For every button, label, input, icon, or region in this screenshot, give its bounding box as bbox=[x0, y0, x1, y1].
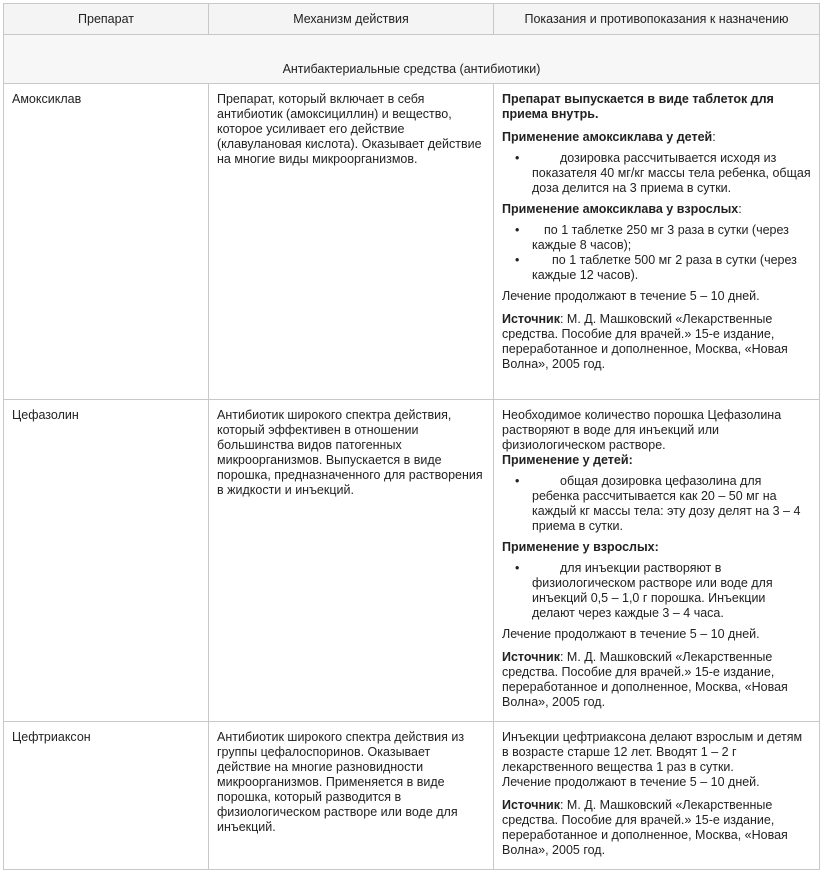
drug-name: Амоксиклав bbox=[4, 84, 209, 400]
adults-heading: Применение у взрослых: bbox=[502, 540, 659, 554]
table-header-row bbox=[4, 4, 820, 35]
drugs-table bbox=[3, 3, 820, 870]
drug-indications bbox=[494, 84, 820, 400]
children-list bbox=[502, 474, 811, 534]
source-text: Источник: М. Д. Машковский «Лекарственные средства. Пособие для врачей.» 15-е издание, переработанное и дополненное, Москва, «Новая Волна», 2005 год. bbox=[502, 798, 788, 857]
drug-name: Цефтриаксон bbox=[4, 722, 209, 870]
header-mechanism: Механизм действия bbox=[209, 4, 494, 35]
section-row bbox=[4, 35, 820, 84]
intro-text: Инъекции цефтриаксона делают взрослым и детям в возрасте старше 12 лет. Вводят 1 – 2 г лекарственного вещества 1 раз в сутки. bbox=[502, 730, 803, 774]
list-item: • дозировка рассчитывается исходя из показателя 40 мг/кг массы тела ребенка, общая доза делится на 3 приема в сутки. bbox=[532, 151, 811, 196]
list-item: • по 1 таблетке 500 мг 2 раза в сутки (через каждые 12 часов). bbox=[532, 253, 811, 283]
intro-text: Препарат выпускается в виде таблеток для приема внутрь. bbox=[502, 92, 774, 121]
list-item: • для инъекции растворяют в физиологическом растворе или воде для инъекций 0,5 – 1,0 г порошка. Инъекции делают через каждые 3 – 4 часа. bbox=[532, 561, 811, 621]
children-heading: Применение амоксиклава у детей: bbox=[502, 130, 716, 144]
source-text: Источник: М. Д. Машковский «Лекарственные средства. Пособие для врачей.» 15-е издание, переработанное и дополненное, Москва, «Новая Волна», 2005 год. bbox=[502, 312, 788, 371]
table-row bbox=[4, 400, 820, 722]
drug-mechanism: Препарат, который включает в себя антибиотик (амоксициллин) и вещество, которое усиливает его действие (клавулановая кислота). Оказывает действие на многие виды микроорганизмов. bbox=[209, 84, 494, 400]
list-item: • общая дозировка цефазолина для ребенка рассчитывается как 20 – 50 мг на каждый кг массы тела: эту дозу делят на 3 – 4 приема в сутки. bbox=[532, 474, 811, 534]
intro-text: Необходимое количество порошка Цефазолина растворяют в воде для инъекций или физиологическом растворе. bbox=[502, 408, 782, 452]
drug-name: Цефазолин bbox=[4, 400, 209, 722]
header-indications: Показания и противопоказания к назначению bbox=[494, 4, 820, 35]
drug-indications bbox=[494, 400, 820, 722]
adults-list bbox=[502, 561, 811, 621]
header-drug: Препарат bbox=[4, 4, 209, 35]
source-text: Источник: М. Д. Машковский «Лекарственные средства. Пособие для врачей.» 15-е издание, переработанное и дополненное, Москва, «Новая Волна», 2005 год. bbox=[502, 650, 788, 709]
children-heading: Применение у детей: bbox=[502, 453, 633, 467]
drug-mechanism: Антибиотик широкого спектра действия, который эффективен в отношении большинства видов патогенных микроорганизмов. Выпускается в виде порошка, предназначенного для растворения в жидкости и инъекций. bbox=[209, 400, 494, 722]
duration-text: Лечение продолжают в течение 5 – 10 дней. bbox=[502, 775, 760, 789]
adults-heading: Применение амоксиклава у взрослых: bbox=[502, 202, 742, 216]
table-row bbox=[4, 722, 820, 870]
duration-text: Лечение продолжают в течение 5 – 10 дней. bbox=[502, 627, 760, 641]
duration-text: Лечение продолжают в течение 5 – 10 дней. bbox=[502, 289, 760, 303]
children-list bbox=[502, 151, 811, 196]
table-row bbox=[4, 84, 820, 400]
section-title: Антибактериальные средства (антибиотики) bbox=[4, 35, 820, 84]
adults-list bbox=[502, 223, 811, 283]
list-item: • по 1 таблетке 250 мг 3 раза в сутки (через каждые 8 часов); bbox=[532, 223, 811, 253]
drug-mechanism: Антибиотик широкого спектра действия из группы цефалоспоринов. Оказывает действие на многие разновидности микроорганизмов. Применяется в виде порошка, который разводится в физиологическом растворе или воде для инъекций. bbox=[209, 722, 494, 870]
drug-indications bbox=[494, 722, 820, 870]
